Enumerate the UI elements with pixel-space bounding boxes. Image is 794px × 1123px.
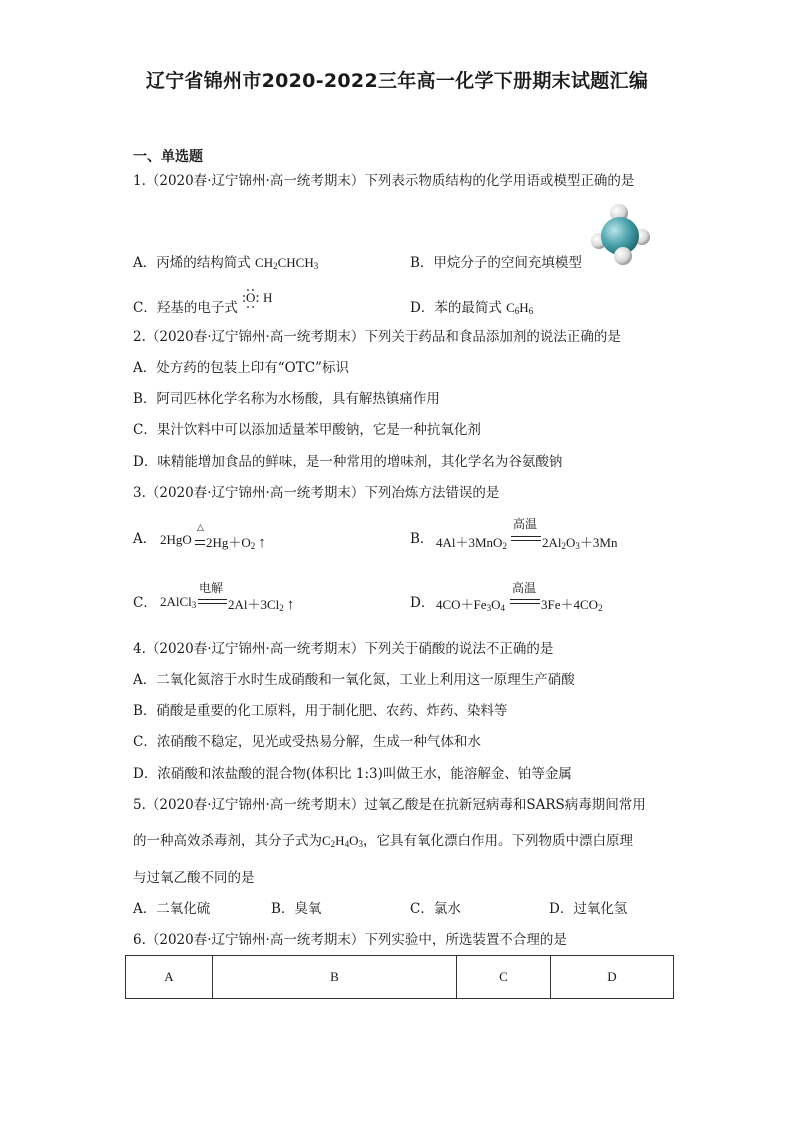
table-row — [126, 956, 674, 999]
q6-stem: 6.（2020春·辽宁锦州·高一统考期末）下列实验中，所选装置不合理的是 — [133, 932, 567, 948]
q1-option-a — [133, 254, 318, 275]
q2-option-b: B．阿司匹林化学名称为水杨酸，具有解热镇痛作用 — [133, 391, 440, 407]
q3-stem: 3.（2020春·辽宁锦州·高一统考期末）下列冶炼方法错误的是 — [133, 485, 500, 501]
eq-b-products: $2Al_2O_3+3Mn$ — [542, 535, 618, 551]
eq-c-products: $2Al+3Cl_2$ ↑ — [228, 597, 295, 613]
gas-arrow-icon: ↑ — [286, 597, 295, 613]
eq-c-equals — [198, 599, 227, 604]
q5-stem-line-1: 5.（2020春·辽宁锦州·高一统考期末）过氧乙酸是在抗新冠病毒和SARS病毒期间常用 — [133, 797, 646, 813]
q5-option-d: D．过氧化氢 — [549, 901, 628, 917]
table-header-c: C — [457, 956, 551, 999]
q2-option-c: C．果汁饮料中可以添加适量苯甲酸钠，它是一种抗氧化剂 — [133, 422, 481, 438]
eq-b-equals — [511, 536, 541, 541]
q3-option-c-label: C． — [133, 595, 157, 611]
q2-option-d: D．味精能增加食品的鲜味，是一种常用的增味剂，其化学名为谷氨酸钠 — [133, 454, 563, 470]
gas-arrow-icon: ↑ — [258, 535, 266, 551]
electron-formula-oxygen: O — [246, 290, 256, 305]
q4-option-a: A．二氧化氮溶于水时生成硝酸和一氧化氮，工业上利用这一原理生产硝酸 — [133, 672, 575, 688]
q1-option-d-formula: $C_6H_6$ — [506, 300, 534, 316]
eq-b-reactants: 4Al＋3MnO$_2$ — [436, 535, 507, 551]
q4-option-b: B．硝酸是重要的化工原料，用于制化肥、农药、炸药、染料等 — [133, 703, 508, 719]
q2-stem: 2.（2020春·辽宁锦州·高一统考期末）下列关于药品和食品添加剂的说法正确的是 — [133, 329, 621, 345]
section-heading: 一、单选题 — [133, 149, 203, 165]
table-header-b: B — [213, 956, 457, 999]
eq-d-equals — [510, 599, 540, 604]
eq-a-equals — [195, 540, 205, 545]
eq-d-reactants: $4CO+Fe_3O_4$ — [436, 597, 505, 613]
q4-stem: 4.（2020春·辽宁锦州·高一统考期末）下列关于硝酸的说法不正确的是 — [133, 641, 554, 657]
q5-stem-line-3: 与过氧乙酸不同的是 — [133, 870, 255, 886]
electron-formula-hydrogen: H — [263, 290, 273, 305]
table-header-d: D — [551, 956, 674, 999]
q3-option-d-label: D． — [410, 595, 435, 611]
eq-a-products: $2Hg+O_2$ ↑ — [206, 535, 266, 551]
q3-option-a-equation — [160, 532, 192, 548]
table-header-a: A — [126, 956, 213, 999]
q1-option-b: B．甲烷分子的空间充填模型 — [410, 255, 582, 271]
q3-option-a-label: A． — [133, 531, 157, 547]
q4-option-c: C．浓硝酸不稳定，见光或受热易分解，生成一种气体和水 — [133, 734, 481, 750]
eq-b-condition: 高温 — [513, 517, 538, 531]
peracetic-acid-formula: $C_2H_4O_3$ — [322, 833, 363, 849]
eq-a-reactants: 2HgO — [160, 532, 192, 547]
q5-option-b: B．臭氧 — [271, 901, 322, 917]
q1-stem: 1.（2020春·辽宁锦州·高一统考期末）下列表示物质结构的化学用语或模型正确的是 — [133, 173, 635, 189]
methane-space-filling-model — [590, 203, 652, 267]
eq-c-reactants: 2AlCl$_3$ — [160, 594, 197, 610]
q5-option-c: C．氯水 — [410, 901, 461, 917]
eq-a-condition: △ — [197, 523, 204, 533]
q3-option-b-label: B． — [410, 531, 434, 547]
q1-option-c-label: C．羟基的电子式 — [133, 300, 238, 316]
q1-option-d-label: D．苯的最简式 — [410, 300, 507, 316]
q2-option-a: A．处方药的包装上印有“OTC”标识 — [133, 360, 349, 376]
eq-d-products: $3Fe+4CO_2$ — [541, 597, 603, 613]
q1-option-c — [133, 299, 238, 317]
q5-stem-line-2: 的一种高效杀毒剂，其分子式为$C_2H_4O_3$，它具有氧化漂白作用。下列物质中漂白原理 — [133, 833, 633, 849]
model-hydrogen-atom — [614, 247, 632, 265]
q1-option-a-label: A．丙烯的结构简式 — [133, 255, 256, 271]
q5-option-a: A．二氧化硫 — [133, 901, 211, 917]
q1-option-d — [410, 299, 533, 320]
q4-option-d: D．浓硝酸和浓盐酸的混合物(体积比 1:3)叫做王水，能溶解金、铂等金属 — [133, 766, 572, 782]
q1-option-a-formula: $CH_2CHCH_3$ — [255, 255, 319, 271]
q6-options-table — [125, 955, 674, 999]
eq-d-condition: 高温 — [512, 581, 537, 595]
document-title: 辽宁省锦州市2020-2022三年高一化学下册期末试题汇编 — [145, 70, 649, 92]
eq-c-condition: 电解 — [199, 581, 224, 595]
